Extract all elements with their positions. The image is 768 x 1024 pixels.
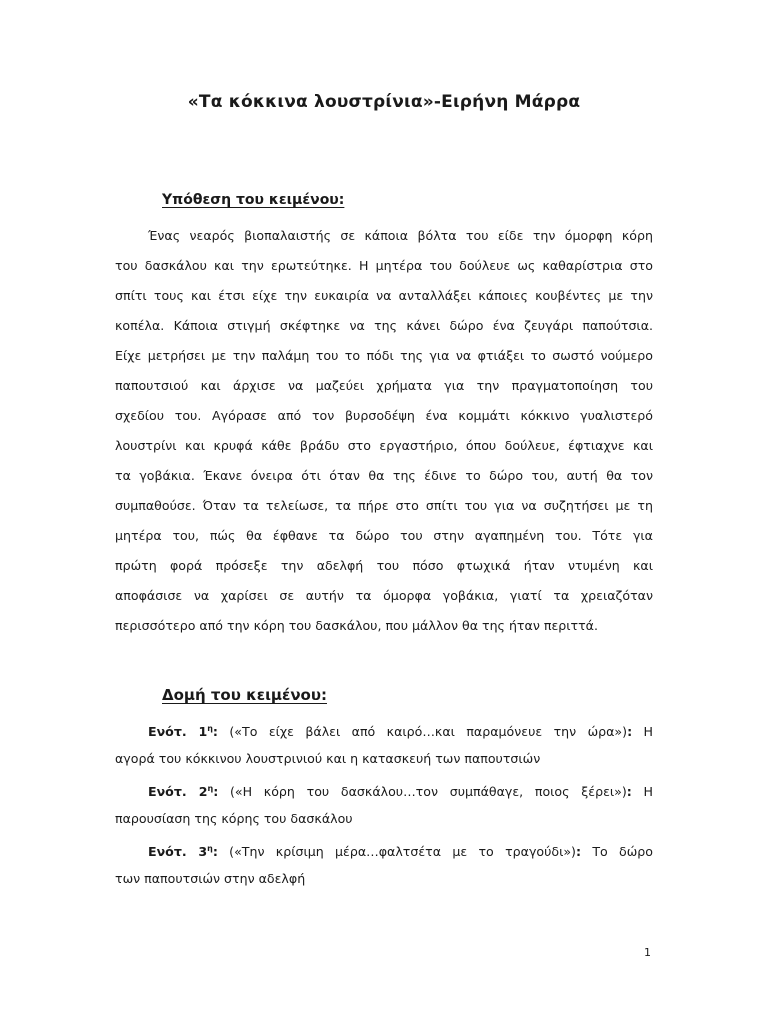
section-summary: παρουσίαση της κόρης του δασκάλου [115, 811, 353, 826]
structure-item-first-line [115, 714, 653, 744]
section-quote: («Το είχε βάλει από καιρό…και παραμόνευε την ώρα») [217, 724, 628, 740]
page-number: 1 [644, 946, 651, 959]
section-summary-start: Η [631, 784, 654, 800]
section-label: Ενότ. $1^\eta$: [148, 724, 218, 740]
document-title: «Τα κόκκινα λουστρίνια»-Ειρήνη Μάρρα [187, 92, 581, 112]
paragraph-line: λουστρίνι και κρυφά κάθε βράδυ στο εργαστήριο, όπου δούλευε, έφτιαχνε και [115, 438, 653, 453]
quote-end-colon: : [627, 724, 633, 740]
plot-summary-heading: Υπόθεση του κειμένου: [162, 192, 345, 208]
structure-item [115, 834, 653, 894]
paragraph-line: συμπαθούσε. Όταν τα τελείωσε, τα πήρε στο σπίτι του για να συζητήσει με τη [115, 498, 653, 513]
section-label: Ενότ. $2^\eta$: [148, 784, 219, 800]
paragraph-line: αποφάσισε να χαρίσει σε αυτήν τα όμορφα γοβάκια, γιατί τα χρειαζόταν [115, 588, 653, 603]
section-summary: αγορά του κόκκινου λουστρινιού και η κατασκευή των παπουτσιών [115, 751, 541, 766]
structure-item-first-line [115, 834, 653, 864]
section-summary-start: Η [632, 724, 653, 740]
paragraph-line: σχεδίου του. Αγόρασε από τον βυρσοδέψη ένα κομμάτι κόκκινο γυαλιστερό [115, 408, 653, 423]
paragraph-line: πρώτη φορά πρόσεξε την αδελφή του πόσο φτωχικά ήταν ντυμένη και [115, 558, 653, 573]
plot-summary-paragraph [115, 221, 653, 641]
paragraph-line: περισσότερο από την κόρη του δασκάλου, που μάλλον θα της ήταν περιττά. [115, 618, 598, 633]
paragraph-line: του δασκάλου και την ερωτεύτηκε. Η μητέρα του δούλευε ως καθαρίστρια στο [115, 258, 653, 273]
paragraph-line: Ένας νεαρός βιοπαλαιστής σε κάποια βόλτα του είδε την όμορφη κόρη [148, 228, 653, 243]
paragraph-line: Είχε μετρήσει με την παλάμη του το πόδι της για να φτιάξει το σωστό νούμερο [115, 348, 653, 363]
paragraph-line: παπουτσιού και άρχισε να μαζεύει χρήματα για την πραγματοποίηση του [115, 378, 653, 393]
paragraph-line: σπίτι τους και έτσι είχε την ευκαιρία να ανταλλάξει κάποιες κουβέντες με την [115, 288, 653, 303]
structure-heading: Δομή του κειμένου: [162, 686, 327, 704]
paragraph-line: κοπέλα. Κάποια στιγμή σκέφτηκε να της κάνει δώρο ένα ζευγάρι παπούτσια. [115, 318, 653, 333]
quote-end-colon: : [626, 784, 632, 800]
quote-end-colon: : [575, 844, 582, 860]
structure-item-first-line [115, 774, 653, 804]
structure-item [115, 714, 653, 774]
section-summary: των παπουτσιών στην αδελφή [115, 871, 306, 886]
paragraph-line: μητέρα του, πώς θα έφθανε τα δώρο του στην αγαπημένη του. Τότε για [115, 528, 653, 543]
section-summary-start: Το δώρο [581, 844, 653, 860]
structure-item [115, 774, 653, 834]
paragraph-line: τα γοβάκια. Έκανε όνειρα ότι όταν θα της έδινε το δώρο του, αυτή θα τον [115, 468, 653, 483]
section-quote: («Η κόρη του δασκάλου…τον συμπάθαγε, ποιος ξέρει») [218, 784, 627, 800]
section-quote: («Την κρίσιμη μέρα…φαλτσέτα με το τραγούδι») [217, 844, 576, 860]
section-label: Ενότ. $3^\eta$: [148, 844, 218, 860]
